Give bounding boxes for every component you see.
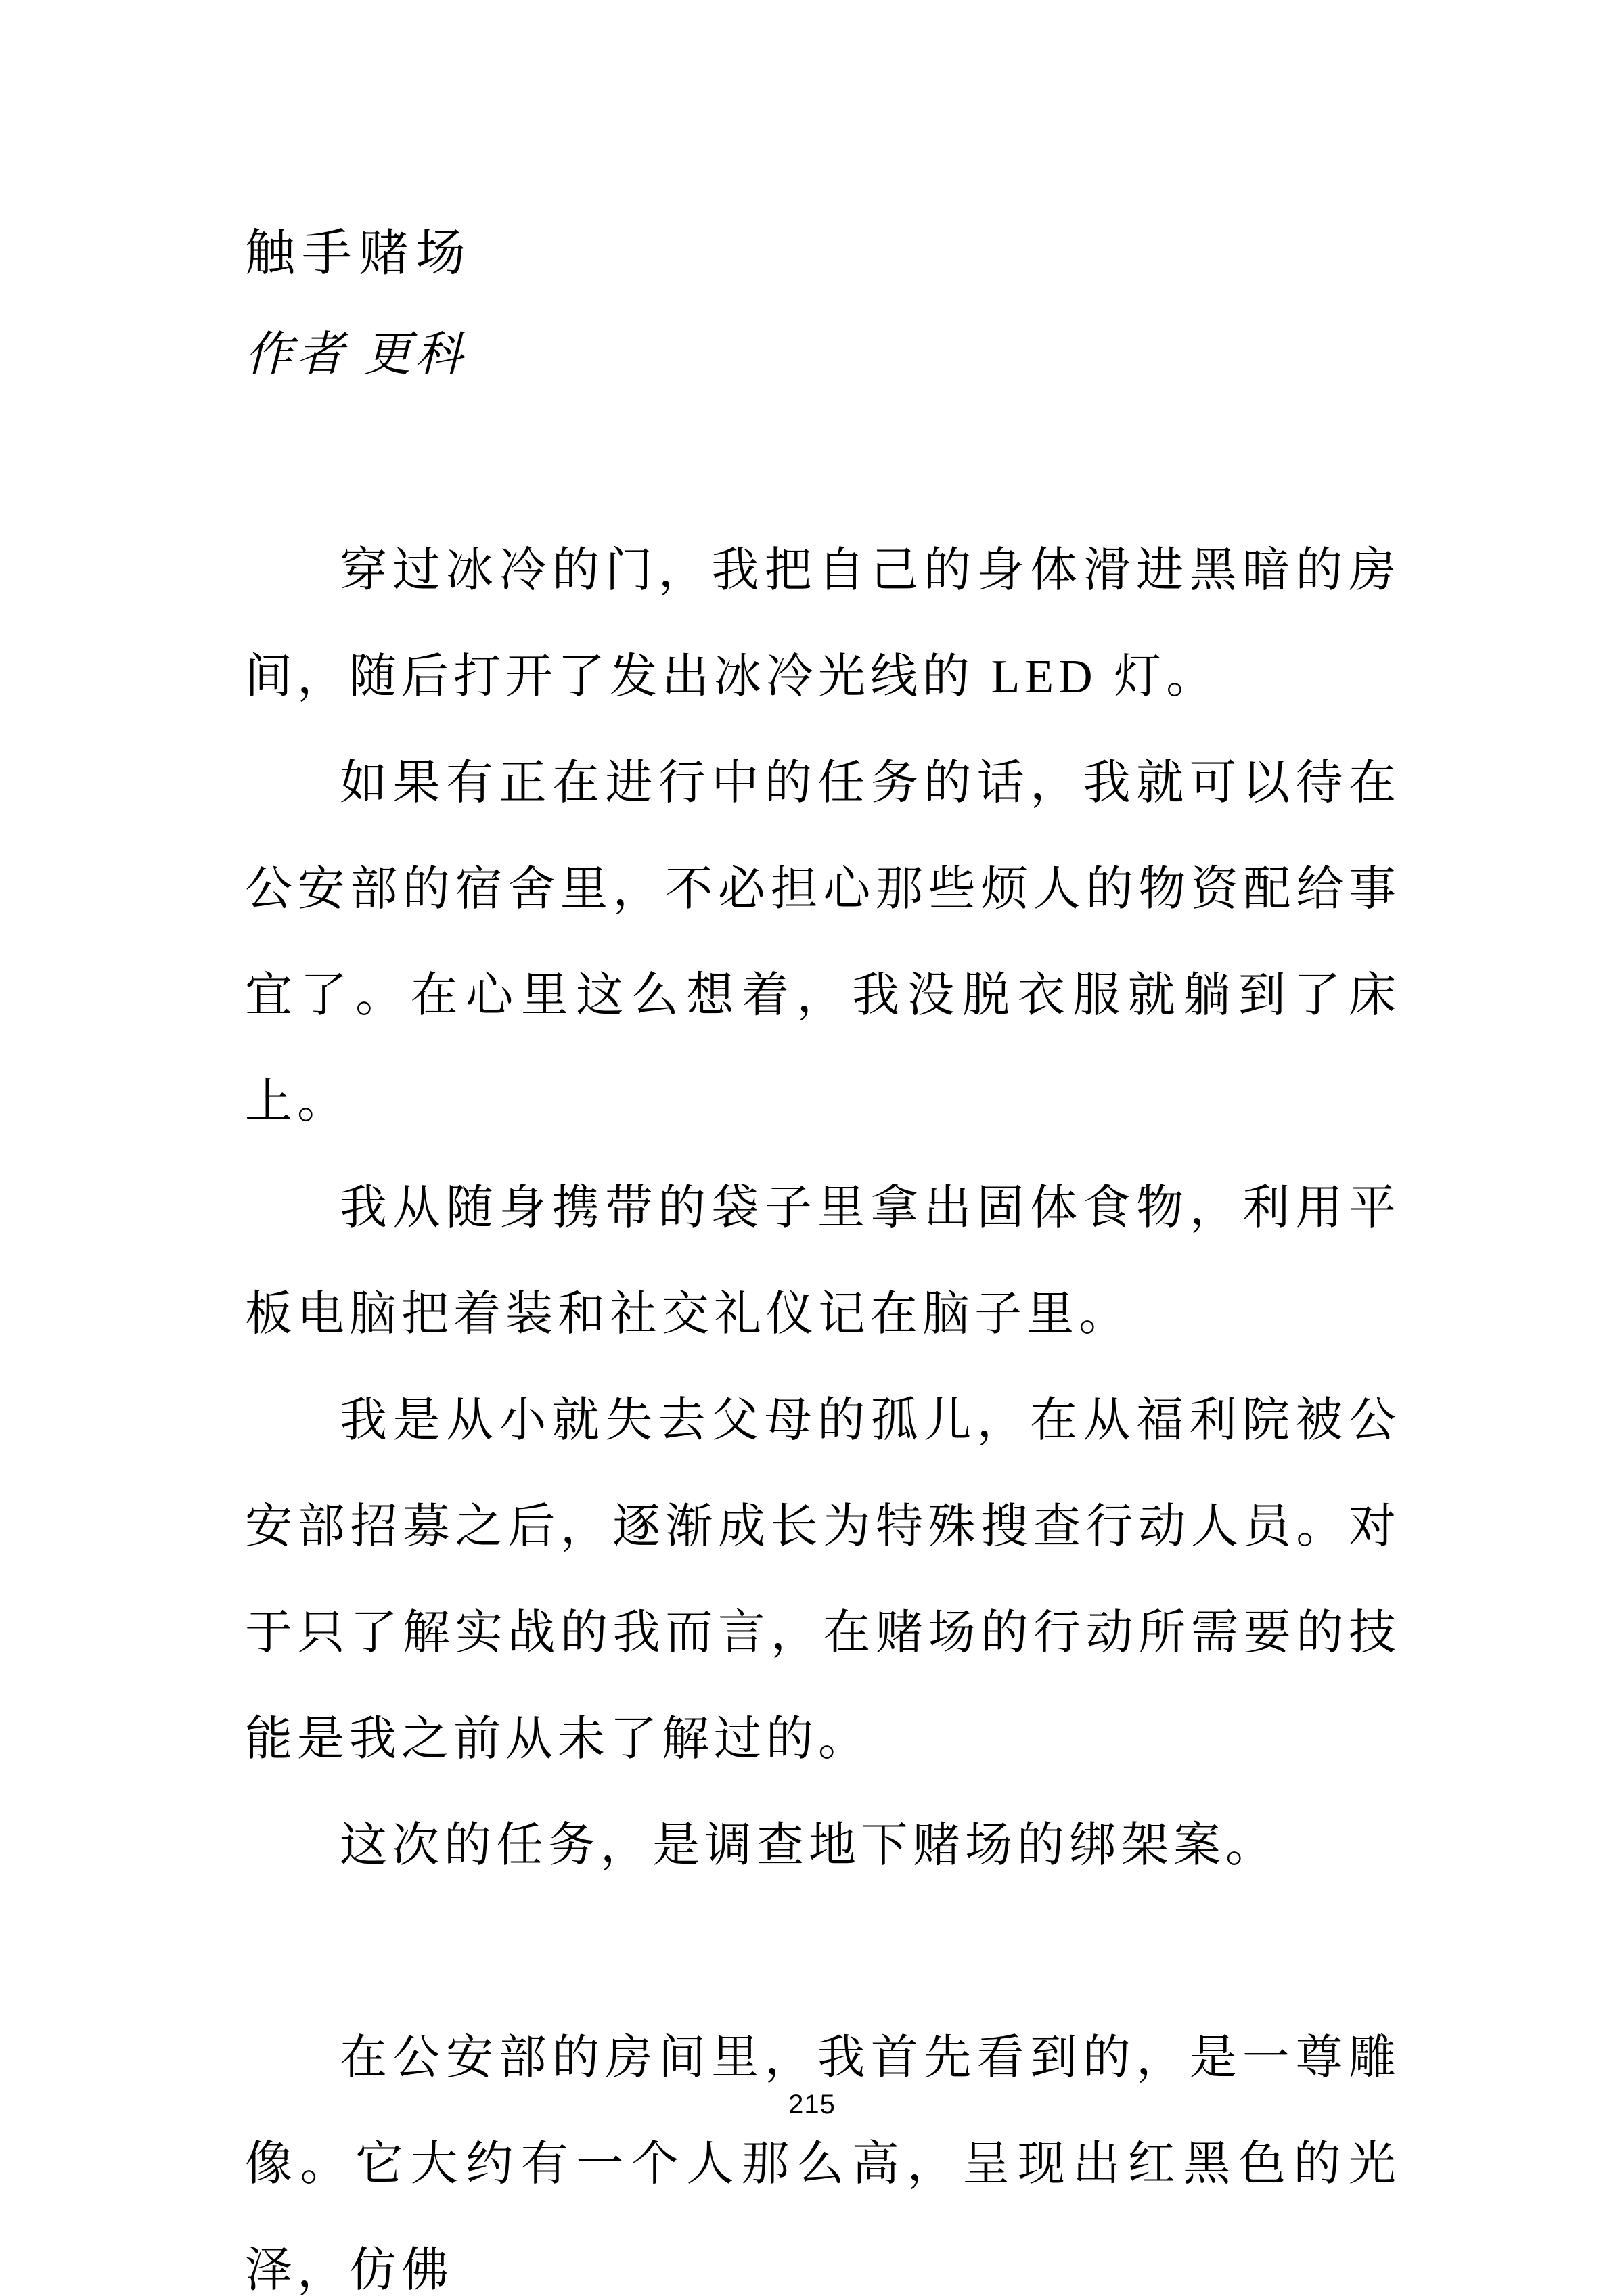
story-body [245,518,1401,2296]
page-number: 215 [788,2090,836,2119]
text-block [245,203,1401,2296]
paragraph: 穿过冰冷的门，我把自己的身体滑进黑暗的房间，随后打开了发出冰冷光线的 LED 灯。 [245,545,1401,703]
paragraph: 在公安部的房间里，我首先看到的，是一尊雕像。它大约有一个人那么高，呈现出红黑色的光泽，仿佛 [245,2032,1401,2296]
author-byline: 作者 更科 [245,329,467,381]
paragraph: 如果有正在进行中的任务的话，我就可以待在公安部的宿舍里，不必担心那些烦人的物资配给事宜了。在心里这么想着，我没脱衣服就躺到了床上。 [245,757,1401,1128]
paragraph: 我从随身携带的袋子里拿出固体食物，利用平板电脑把着装和社交礼仪记在脑子里。 [245,1182,1401,1341]
paragraph: 这次的任务，是调查地下赌场的绑架案。 [340,1820,1278,1872]
paragraph: 我是从小就失去父母的孤儿，在从福利院被公安部招募之后，逐渐成长为特殊搜查行动人员。对于只了解实战的我而言，在赌场的行动所需要的技能是我之前从未了解过的。 [245,1395,1401,1765]
book-title: 触手赌场 [245,226,472,282]
